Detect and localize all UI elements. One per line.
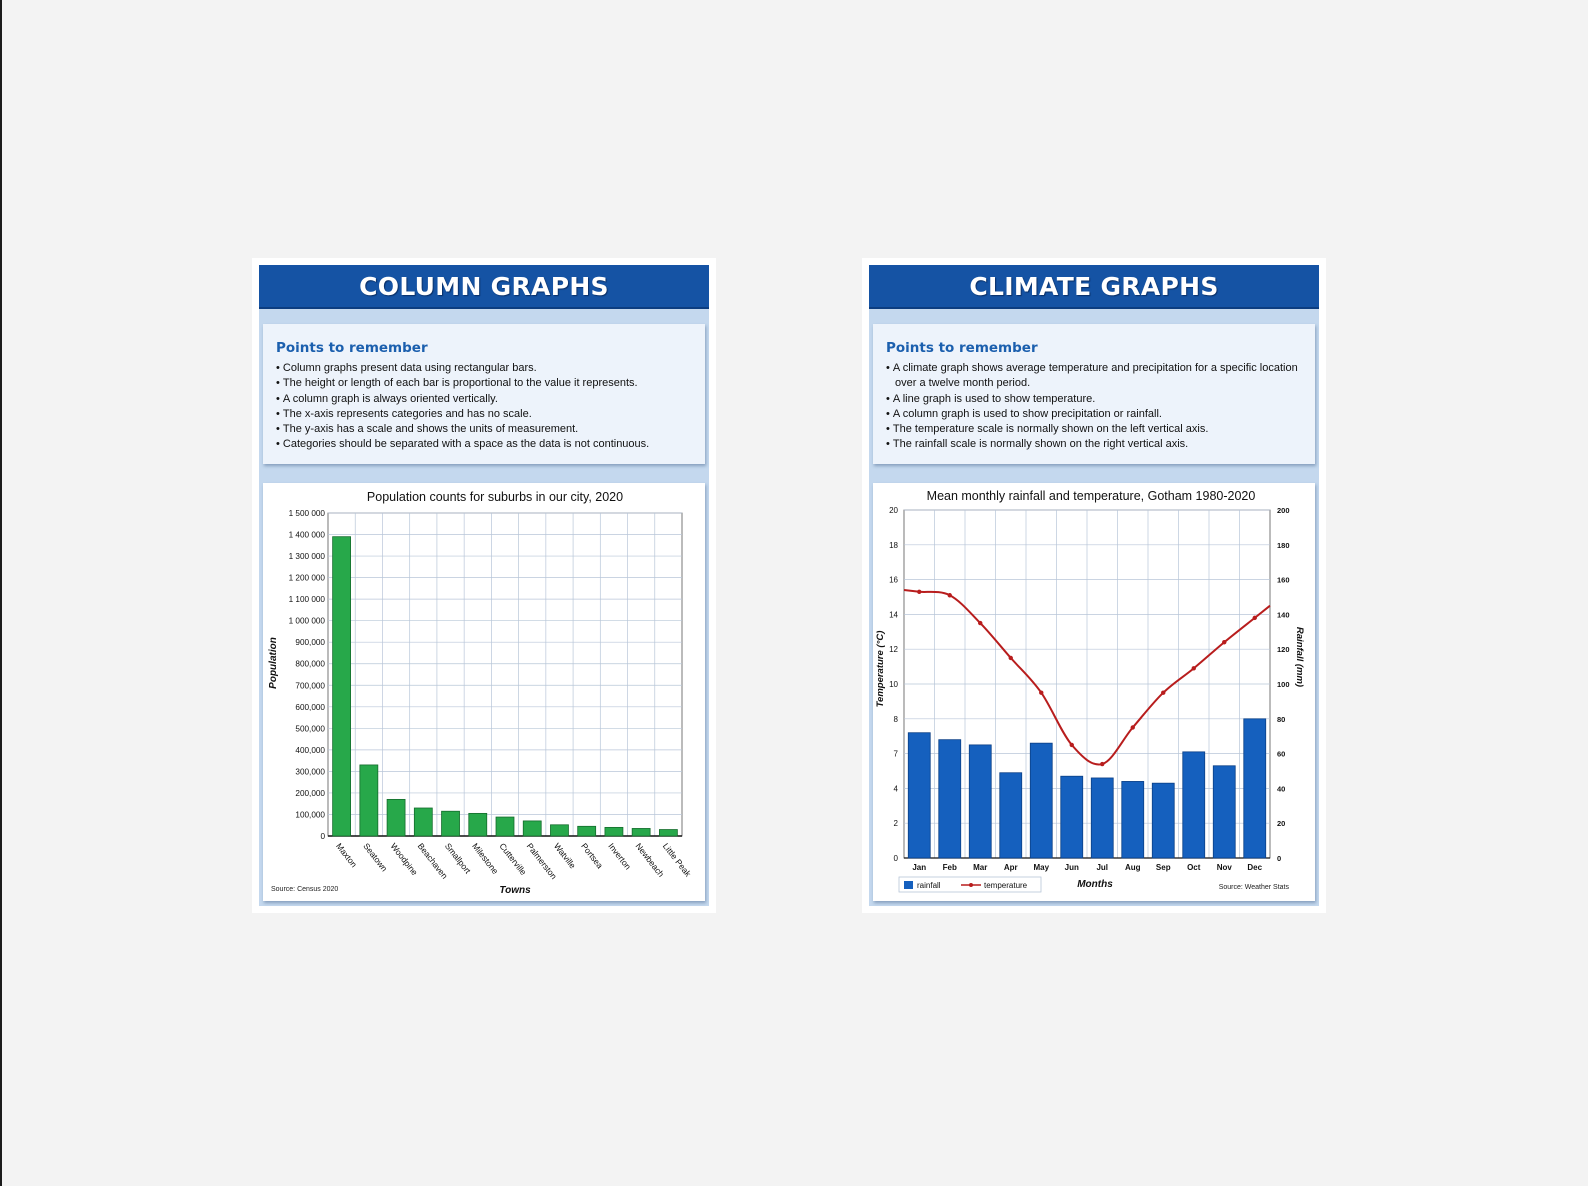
temperature-point [917,590,921,594]
point-item: • The x-axis represents categories and has no scale. [276,407,705,422]
point-item: • A line graph is used to show temperature. [886,392,1315,407]
x-tick-label: Aug [1124,863,1141,872]
climate-combo-chart [873,483,1315,901]
y2-tick-label: 40 [1277,784,1286,794]
point-item: • Categories should be separated with a space as the data is not continuous. [276,437,705,452]
x-tick-labels [912,863,1262,872]
temperature-point [1100,762,1104,766]
x-tick-label: Jan [912,863,927,872]
temperature-point [978,621,982,625]
point-item: • A column graph is used to show precipitation or rainfall. [886,407,1315,422]
y2-tick-label: 80 [1277,714,1286,724]
x-axis-label: Months [1077,879,1113,890]
bar [442,811,460,836]
x-tick-label: Maxton [334,841,360,870]
x-tick-label: Inverton [606,841,634,872]
y-tick-label: 1 000 000 [288,616,325,626]
temperature-point [1039,691,1043,695]
y2-tick-label: 120 [1277,645,1290,655]
bar [469,813,487,836]
point-item: • The rainfall scale is normally shown on the right vertical axis. [886,437,1315,452]
y-tick-label: 8 [893,714,898,724]
temperature-point [1070,743,1074,747]
y-tick-label: 400,000 [295,745,325,755]
x-tick-label: Jun [1064,863,1079,872]
y2-tick-label: 20 [1277,819,1286,829]
population-column-chart [263,483,705,901]
y-tick-label: 1 300 000 [288,552,325,562]
x-tick-label: Seatown [361,841,390,874]
legend-temperature-marker [969,883,973,887]
y-axis-label: Population [268,637,279,689]
x-tick-label: Little Peak [660,841,694,879]
y-tick-label: 1 200 000 [288,573,325,583]
point-item: • The height or length of each bar is proportional to the value it represents. [276,376,705,391]
temperature-point [1131,725,1135,729]
y2-axis-label: Rainfall (mm) [1294,626,1305,688]
bar [414,808,432,836]
rainfall-bar [1244,719,1266,858]
x-tick-label: Apr [1003,863,1018,872]
y-tick-label: 1 500 000 [288,509,325,518]
chart-title: Population counts for suburbs in our city, 2020 [366,490,624,504]
x-tick-label: Newbeach [633,841,667,879]
x-tick-label: Palmerston [524,841,560,882]
bar [523,821,541,836]
rainfall-bar [1030,743,1052,858]
temperature-point [1192,666,1196,670]
y-tick-label: 0 [893,854,898,863]
y2-tick-labels [1277,506,1290,863]
y2-tick-label: 60 [1277,749,1286,759]
y-tick-label: 10 [889,680,898,689]
y-tick-labels [889,506,898,863]
y-axis-label: Temperature (°C) [875,630,886,708]
plot-area [328,513,682,836]
y2-tick-label: 160 [1277,575,1290,585]
x-tick-label: Beachaven [415,841,450,881]
poster-panel [869,265,1319,906]
climate-graphs-poster [862,258,1326,913]
temperature-point [1253,616,1257,620]
y-tick-label: 600,000 [295,702,325,712]
bar [632,828,650,836]
temperature-point [1161,691,1165,695]
rainfall-bar [1152,783,1174,858]
y2-tick-label: 0 [1277,854,1282,863]
points-list [886,361,1315,453]
chart-title: Mean monthly rainfall and temperature, Gotham 1980-2020 [926,489,1256,503]
climate-chart-box [873,483,1315,901]
x-tick-label: Milestone [470,841,501,876]
bar [333,537,351,836]
x-tick-label: Portsea [579,841,606,871]
bar [387,799,405,836]
points-title: Points to remember [276,340,428,356]
x-axis-label: Towns [499,885,531,896]
x-tick-label: Nov [1216,863,1232,872]
y-tick-label: 1 400 000 [288,530,325,540]
y-tick-label: 1 100 000 [288,595,325,605]
bar [550,825,568,836]
x-tick-label: Cutterville [497,841,529,878]
rainfall-bar [1000,773,1022,858]
bar [578,826,596,836]
x-tick-label: Sep [1155,863,1171,872]
legend-rainfall-swatch [904,881,913,889]
poster-banner [869,265,1319,309]
point-item: • The y-axis has a scale and shows the units of measurement. [276,422,705,437]
y-tick-label: 100,000 [295,810,325,820]
y-tick-label: 800,000 [295,659,325,669]
x-tick-label: Feb [942,863,957,872]
x-tick-label: May [1033,863,1050,872]
rainfall-bar [969,745,991,858]
y-tick-label: 18 [889,540,898,550]
column-graphs-poster [252,258,716,913]
y-tick-label: 14 [889,610,898,620]
legend [899,877,1041,892]
rainfall-bar [1061,776,1083,858]
temperature-point [948,593,952,597]
x-tick-label: Dec [1247,863,1263,872]
rainfall-bar [1122,781,1144,858]
temperature-point [1222,640,1226,644]
point-item: • A climate graph shows average temperature and precipitation for a specific location over a twelve month period. [886,361,1315,392]
x-tick-label: Oct [1187,863,1201,872]
y2-tick-label: 200 [1277,506,1290,515]
y-tick-label: 0 [320,832,325,841]
y-tick-labels [289,509,326,841]
y-tick-label: 20 [889,506,898,515]
bar [360,765,378,836]
y2-tick-label: 140 [1277,610,1290,620]
y-tick-label: 16 [889,575,898,585]
points-title: Points to remember [886,340,1038,356]
rainfall-bar [908,733,930,858]
legend-temperature-label: temperature [984,881,1028,890]
y-tick-label: 12 [889,645,898,655]
y-tick-label: 700,000 [295,681,325,691]
poster-title: CLIMATE GRAPHS [969,271,1219,301]
legend-rainfall-label: rainfall [917,881,941,890]
chart-source: Source: Weather Stats [1218,884,1289,891]
y-tick-label: 2 [893,819,898,829]
points-to-remember-box [873,324,1315,464]
x-tick-label: Smallport [442,841,473,876]
chart-source: Source: Census 2020 [271,886,339,893]
poster-banner [259,265,709,309]
y-tick-label: 4 [893,784,898,794]
x-tick-label: Mar [973,863,988,872]
y-tick-label: 200,000 [295,788,325,798]
bar [659,830,677,836]
x-tick-label: Jul [1096,863,1109,872]
y2-tick-label: 180 [1277,540,1290,550]
y2-tick-label: 100 [1277,680,1290,689]
bar [496,817,514,836]
poster-panel [259,265,709,906]
y-tick-label: 500,000 [295,724,325,734]
x-tick-labels [334,841,694,881]
rainfall-bar [1091,778,1113,858]
x-tick-label: Watville [551,841,578,871]
points-list [276,361,705,453]
y-tick-label: 900,000 [295,638,325,648]
point-item: • A column graph is always oriented vertically. [276,392,705,407]
rainfall-bar [1183,752,1205,858]
point-item: • The temperature scale is normally shown on the left vertical axis. [886,422,1315,437]
column-chart-box [263,483,705,901]
points-to-remember-box [263,324,705,464]
x-tick-label: Woodpine [388,841,420,878]
rainfall-bar [939,740,961,858]
poster-title: COLUMN GRAPHS [359,271,609,301]
point-item: • Column graphs present data using rectangular bars. [276,361,705,376]
rainfall-bar [1213,766,1235,858]
bar [605,827,623,836]
y-tick-label: 7 [893,749,898,759]
y-tick-label: 300,000 [295,767,325,777]
temperature-point [1009,656,1013,660]
grid [328,513,682,836]
frame-edge [0,0,2,1186]
